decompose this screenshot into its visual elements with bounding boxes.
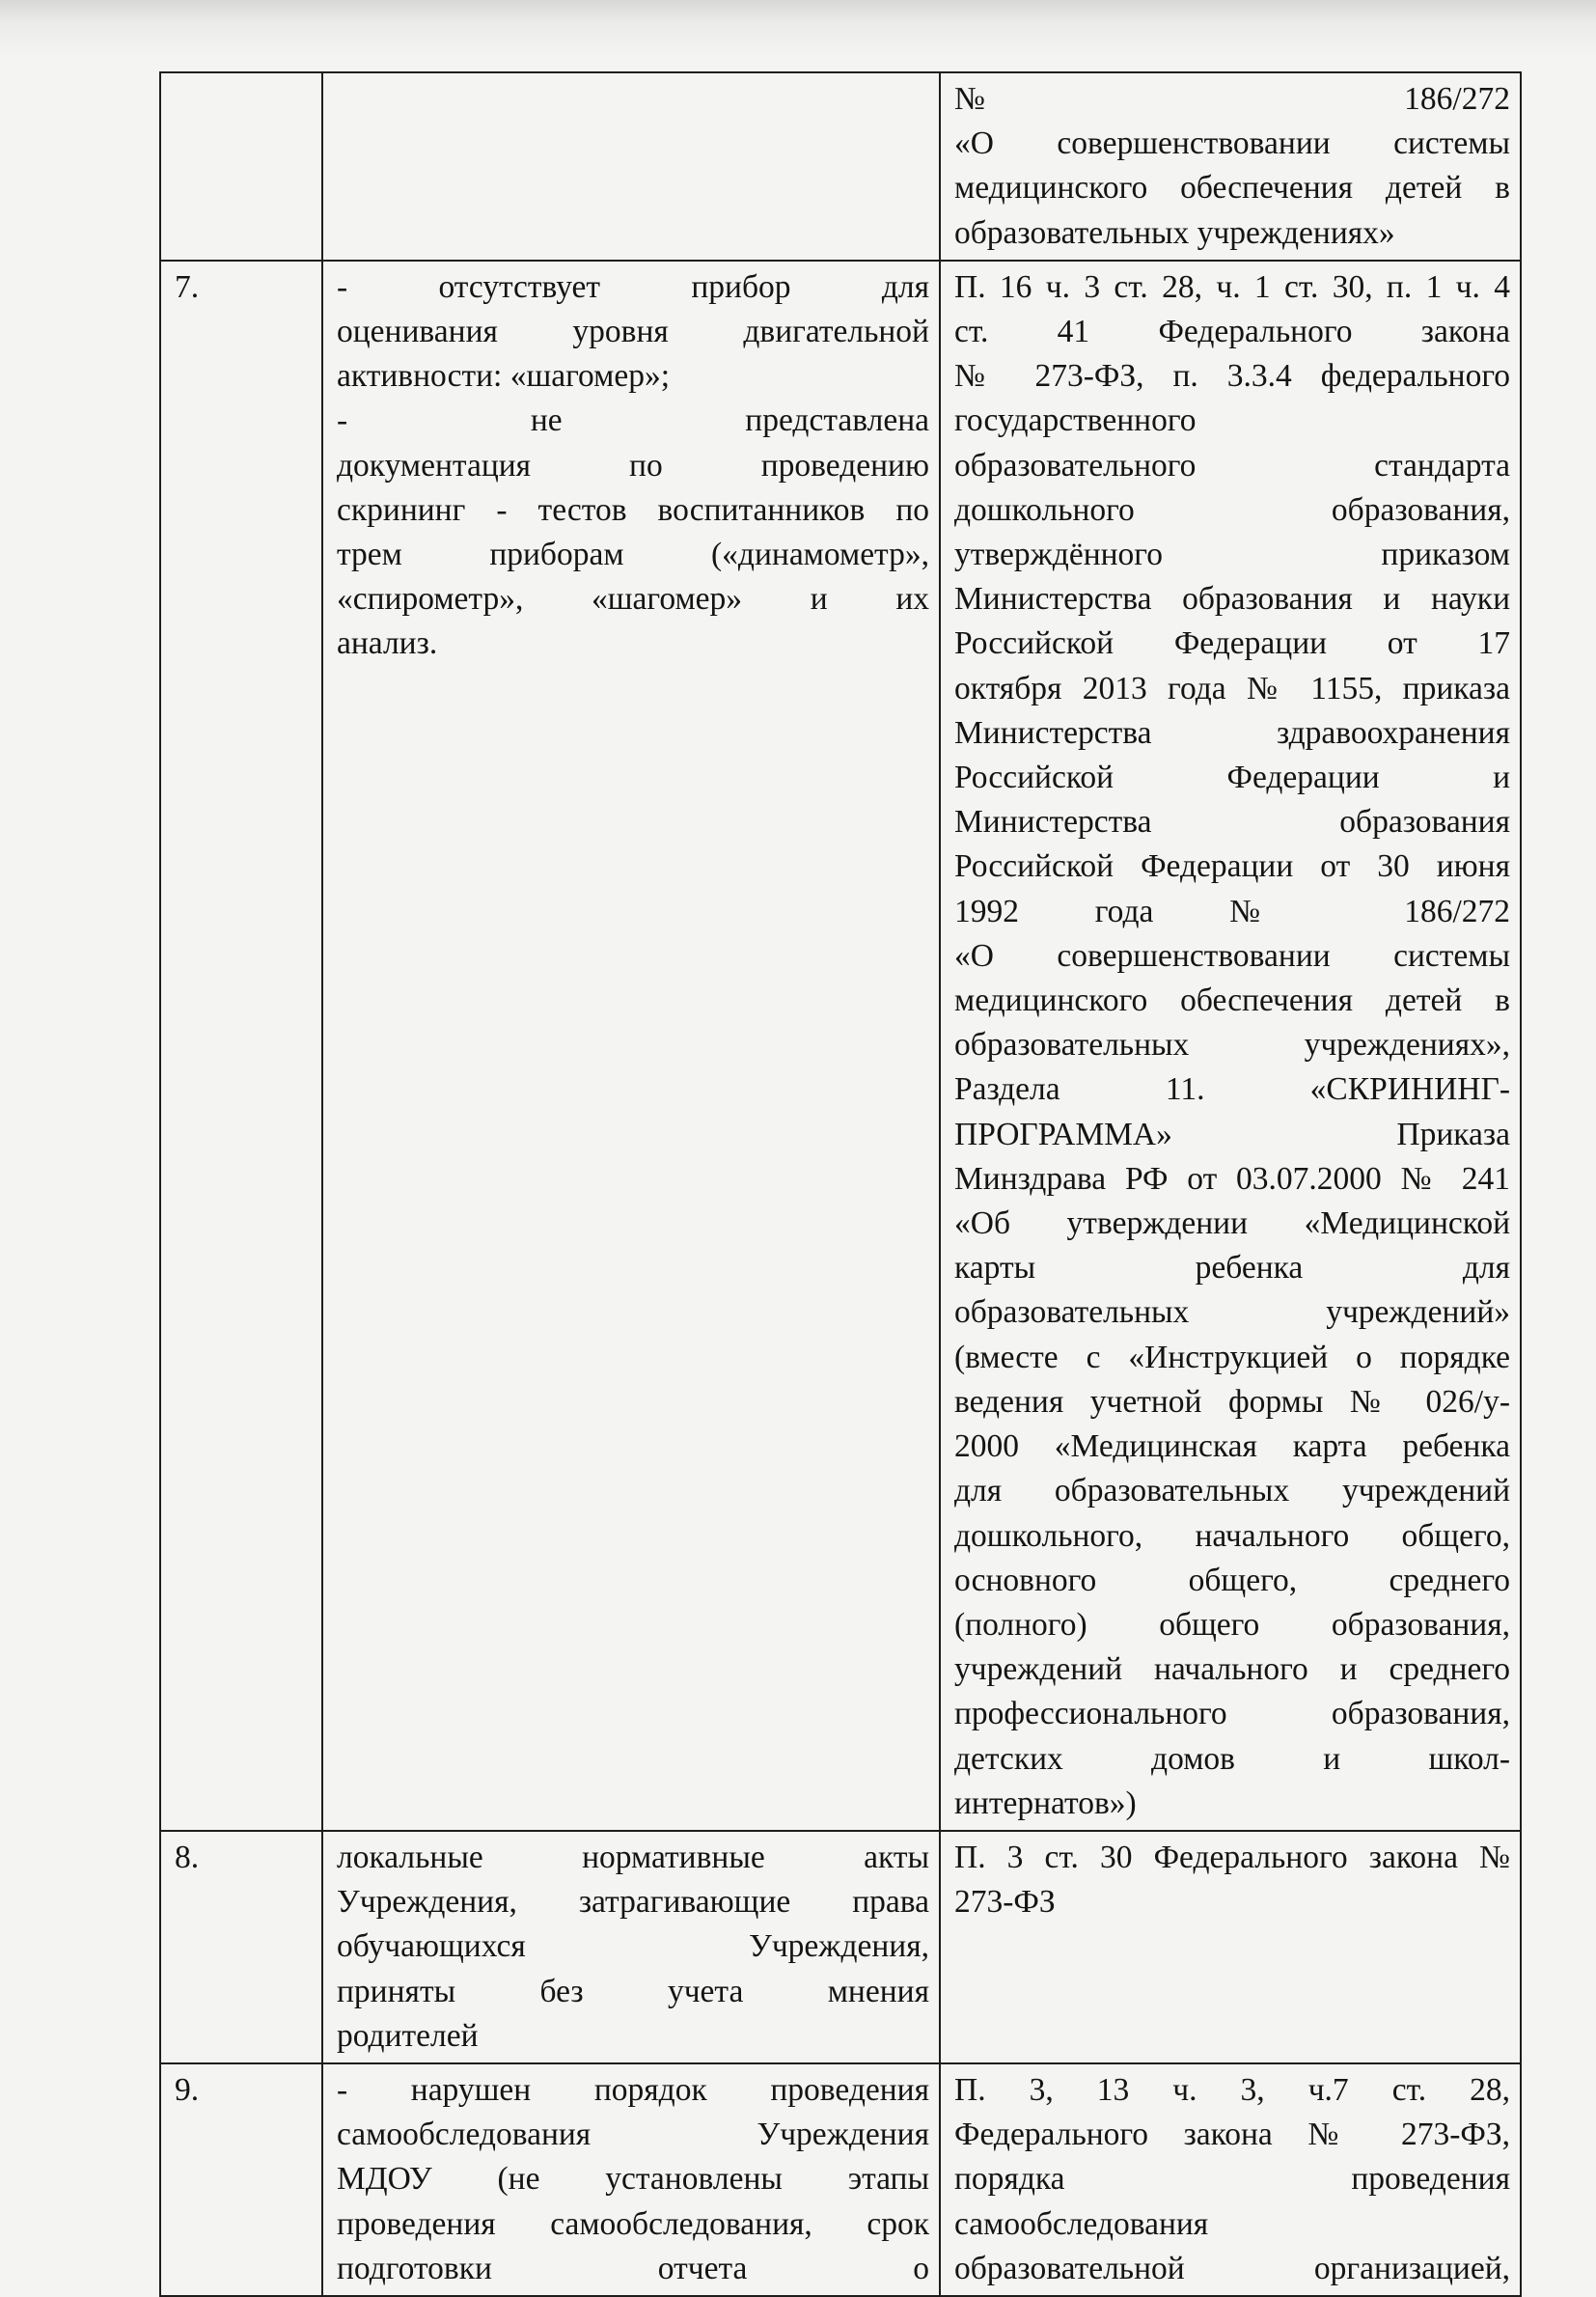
description-line: «спирометр», «шагомер» и их [337, 581, 929, 618]
reference-line: карты ребенка для [954, 1250, 1510, 1287]
description-line: документация по проведению [337, 447, 929, 484]
reference-line: самообследования [954, 2205, 1209, 2242]
row-number-cell: 8. [160, 1831, 322, 2063]
row-number-cell: 7. [160, 261, 322, 1831]
legal-reference-cell [940, 1831, 1521, 2063]
legal-reference-cell [940, 2063, 1521, 2296]
violation-description-cell [322, 261, 940, 1831]
reference-line: Российской Федерации от 30 июня [954, 848, 1510, 885]
legal-reference-cell [940, 261, 1521, 1831]
reference-line: детских домов и школ- [954, 1740, 1510, 1777]
description-line: родителей [337, 2017, 479, 2054]
reference-line: образовательного стандарта [954, 447, 1510, 484]
description-line: проведения самообследования, срок [337, 2205, 929, 2242]
reference-line: 273-ФЗ [954, 1884, 1056, 1921]
description-line: локальные нормативные акты [337, 1839, 929, 1875]
table-row [160, 2063, 1521, 2296]
reference-line: «Об утверждении «Медицинской [954, 1205, 1510, 1242]
reference-line: порядка проведения [954, 2161, 1510, 2198]
table-row [160, 261, 1521, 1831]
description-line: - нарушен порядок проведения [337, 2071, 929, 2108]
scan-top-shadow [0, 0, 1596, 58]
legal-reference-cell [940, 72, 1521, 261]
violations-table-body [160, 72, 1521, 2296]
reference-line: учреждений начального и среднего [954, 1651, 1510, 1688]
reference-line: образовательных учреждениях», [954, 1027, 1510, 1064]
reference-line: медицинского обеспечения детей в [954, 982, 1510, 1019]
row-number-cell: 9. [160, 2063, 322, 2296]
reference-line: дошкольного, начального общего, [954, 1517, 1510, 1554]
reference-line: «О совершенствовании системы [954, 125, 1510, 162]
reference-line: образовательной организацией, [954, 2250, 1510, 2286]
reference-line: государственного [954, 402, 1197, 439]
description-line: - не представлена [337, 402, 929, 439]
table-row [160, 1831, 1521, 2063]
reference-line: Раздела 11. «СКРИНИНГ- [954, 1071, 1510, 1108]
reference-line: дошкольного образования, [954, 491, 1510, 528]
reference-line: образовательных учреждениях» [954, 214, 1395, 251]
reference-line: Министерства образования [954, 804, 1510, 841]
reference-line: Российской Федерации и [954, 760, 1510, 796]
description-line: Учреждения, затрагивающие права [337, 1884, 929, 1921]
reference-line: Министерства образования и науки [954, 581, 1510, 618]
reference-line: «О совершенствовании системы [954, 937, 1510, 974]
description-line: активности: «шагомер»; [337, 358, 671, 395]
description-line: скрининг - тестов воспитанников по [337, 491, 929, 528]
reference-line: основного общего, среднего [954, 1562, 1510, 1598]
description-line: подготовки отчета о [337, 2250, 929, 2286]
reference-line: ст. 41 Федерального закона [954, 314, 1510, 350]
description-line: оценивания уровня двигательной [337, 314, 929, 350]
reference-line: октября 2013 года № 1155, приказа [954, 670, 1510, 706]
violation-description-cell [322, 1831, 940, 2063]
description-line: - отсутствует прибор для [337, 268, 929, 305]
reference-line: медицинского обеспечения детей в [954, 170, 1510, 207]
table-row [160, 72, 1521, 261]
reference-line: (полного) общего образования, [954, 1606, 1510, 1643]
description-line: МДОУ (не установлены этапы [337, 2161, 929, 2198]
reference-line: 1992 года № 186/272 [954, 893, 1510, 929]
reference-line: интернатов») [954, 1785, 1137, 1821]
reference-line: П. 3 ст. 30 Федерального закона № [954, 1839, 1510, 1875]
violations-table [159, 71, 1522, 2297]
description-line: трем приборам («динамометр», [337, 537, 929, 573]
reference-line: для образовательных учреждений [954, 1473, 1510, 1509]
reference-line: образовательных учреждений» [954, 1294, 1510, 1331]
reference-line: Российской Федерации от 17 [954, 625, 1510, 662]
description-line: самообследования Учреждения [337, 2117, 929, 2153]
reference-line: ПРОГРАММА» Приказа [954, 1116, 1510, 1152]
row-number-cell [160, 72, 322, 261]
violation-description-cell [322, 72, 940, 261]
reference-line: Министерства здравоохранения [954, 714, 1510, 751]
reference-line: Федерального закона № 273-ФЗ, [954, 2117, 1510, 2153]
reference-line: (вместе с «Инструкцией о порядке [954, 1339, 1510, 1375]
violation-description-cell [322, 2063, 940, 2296]
description-line: анализ. [337, 625, 438, 662]
reference-line: П. 16 ч. 3 ст. 28, ч. 1 ст. 30, п. 1 ч. 4 [954, 268, 1510, 305]
reference-line: Минздрава РФ от 03.07.2000 № 241 [954, 1160, 1510, 1197]
reference-line: П. 3, 13 ч. 3, ч.7 ст. 28, [954, 2071, 1510, 2108]
reference-line: 2000 «Медицинская карта ребенка [954, 1428, 1510, 1465]
reference-line: утверждённого приказом [954, 537, 1510, 573]
reference-line: № 186/272 [954, 81, 1510, 117]
reference-line: № 273-ФЗ, п. 3.3.4 федерального [954, 358, 1510, 395]
reference-line: профессионального образования, [954, 1696, 1510, 1732]
reference-line: ведения учетной формы № 026/у- [954, 1383, 1510, 1420]
description-line: обучающихся Учреждения, [337, 1928, 929, 1965]
description-line: приняты без учета мнения [337, 1973, 929, 2009]
